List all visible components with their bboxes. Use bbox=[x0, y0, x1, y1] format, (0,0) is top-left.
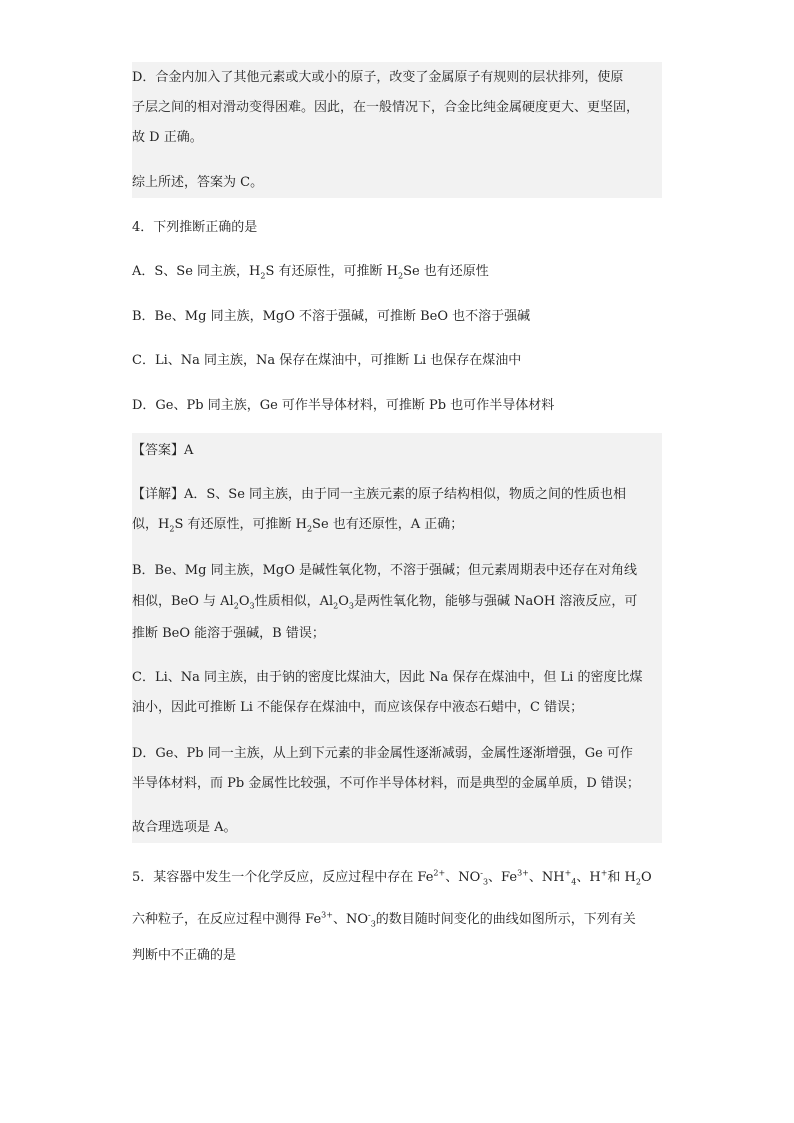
q5-line-3: 判断中不正确的是 bbox=[132, 948, 237, 963]
prev-d-line-1: D．合金内加入了其他元素或大或小的原子，改变了金属原子有规则的层状排列，使原 bbox=[132, 70, 624, 85]
prev-d-line-2: 子层之间的相对滑动变得困难。因此，在一般情况下，合金比纯金属硬度更大、更坚固， bbox=[132, 100, 640, 115]
q4-detail-b-line-3: 推断 BeO 能溶于强碱，B 错误； bbox=[132, 626, 325, 641]
q4-answer: 【答案】A bbox=[132, 443, 194, 458]
q5-line-2: 六种粒子，在反应过程中测得 $Fe^{3+}$、$NO^-_3$的数目随时间变化的曲线如图所示，下列有关 bbox=[132, 910, 636, 929]
q4-detail-c-line-1: C．Li、Na 同主族，由于钠的密度比煤油大，因此 Na 保存在煤油中，但 Li 的密度比煤 bbox=[132, 670, 643, 685]
q4-option-a: A．S、Se 同主族，$H_2S$ 有还原性，可推断 $H_2Se$ 也有还原性 bbox=[132, 264, 489, 281]
q4-detail-b-line-2: 相似，BeO 与 $Al_2O_3$性质相似，$Al_2O_3$是两性氧化物，能够与强碱 NaOH 溶液反应，可 bbox=[132, 594, 638, 611]
q4-detail-a-line-1: 【详解】A．S、Se 同主族，由于同一主族元素的原子结构相似，物质之间的性质也相 bbox=[132, 487, 627, 502]
q4-stem: 4．下列推断正确的是 bbox=[132, 220, 258, 235]
q4-detail-a-line-2: 似，$H_2S$ 有还原性，可推断 $H_2Se$ 也有还原性，A 正确； bbox=[132, 517, 464, 534]
prev-summary: 综上所述，答案为 C。 bbox=[132, 175, 264, 190]
q4-conclusion: 故合理选项是 A。 bbox=[132, 820, 237, 835]
q4-detail-b-line-1: B．Be、Mg 同主族，MgO 是碱性氧化物，不溶于强碱；但元素周期表中还存在对角线 bbox=[132, 563, 637, 578]
q4-option-d: D．Ge、Pb 同主族，Ge 可作半导体材料，可推断 Pb 也可作半导体材料 bbox=[132, 398, 555, 413]
q4-detail-c-line-2: 油小，因此可推断 Li 不能保存在煤油中，而应该保存中液态石蜡中，C 错误； bbox=[132, 700, 584, 715]
q4-option-b: B．Be、Mg 同主族，MgO 不溶于强碱，可推断 BeO 也不溶于强碱 bbox=[132, 309, 531, 324]
prev-d-line-3: 故 D 正确。 bbox=[132, 130, 203, 145]
q4-option-c: C．Li、Na 同主族，Na 保存在煤油中，可推断 Li 也保存在煤油中 bbox=[132, 353, 522, 368]
q4-detail-d-line-2: 半导体材料，而 Pb 金属性比较强，不可作半导体材料，而是典型的金属单质，D 错误； bbox=[132, 776, 640, 791]
q5-line-1: 5．某容器中发生一个化学反应，反应过程中存在 $Fe^{2+}$、$NO^-_3$、$Fe^{3+}$、$NH^+_4$、H+和 $H_2O$ bbox=[132, 868, 652, 887]
q4-detail-d-line-1: D．Ge、Pb 同一主族，从上到下元素的非金属性逐渐减弱，金属性逐渐增强，Ge 可作 bbox=[132, 746, 633, 761]
